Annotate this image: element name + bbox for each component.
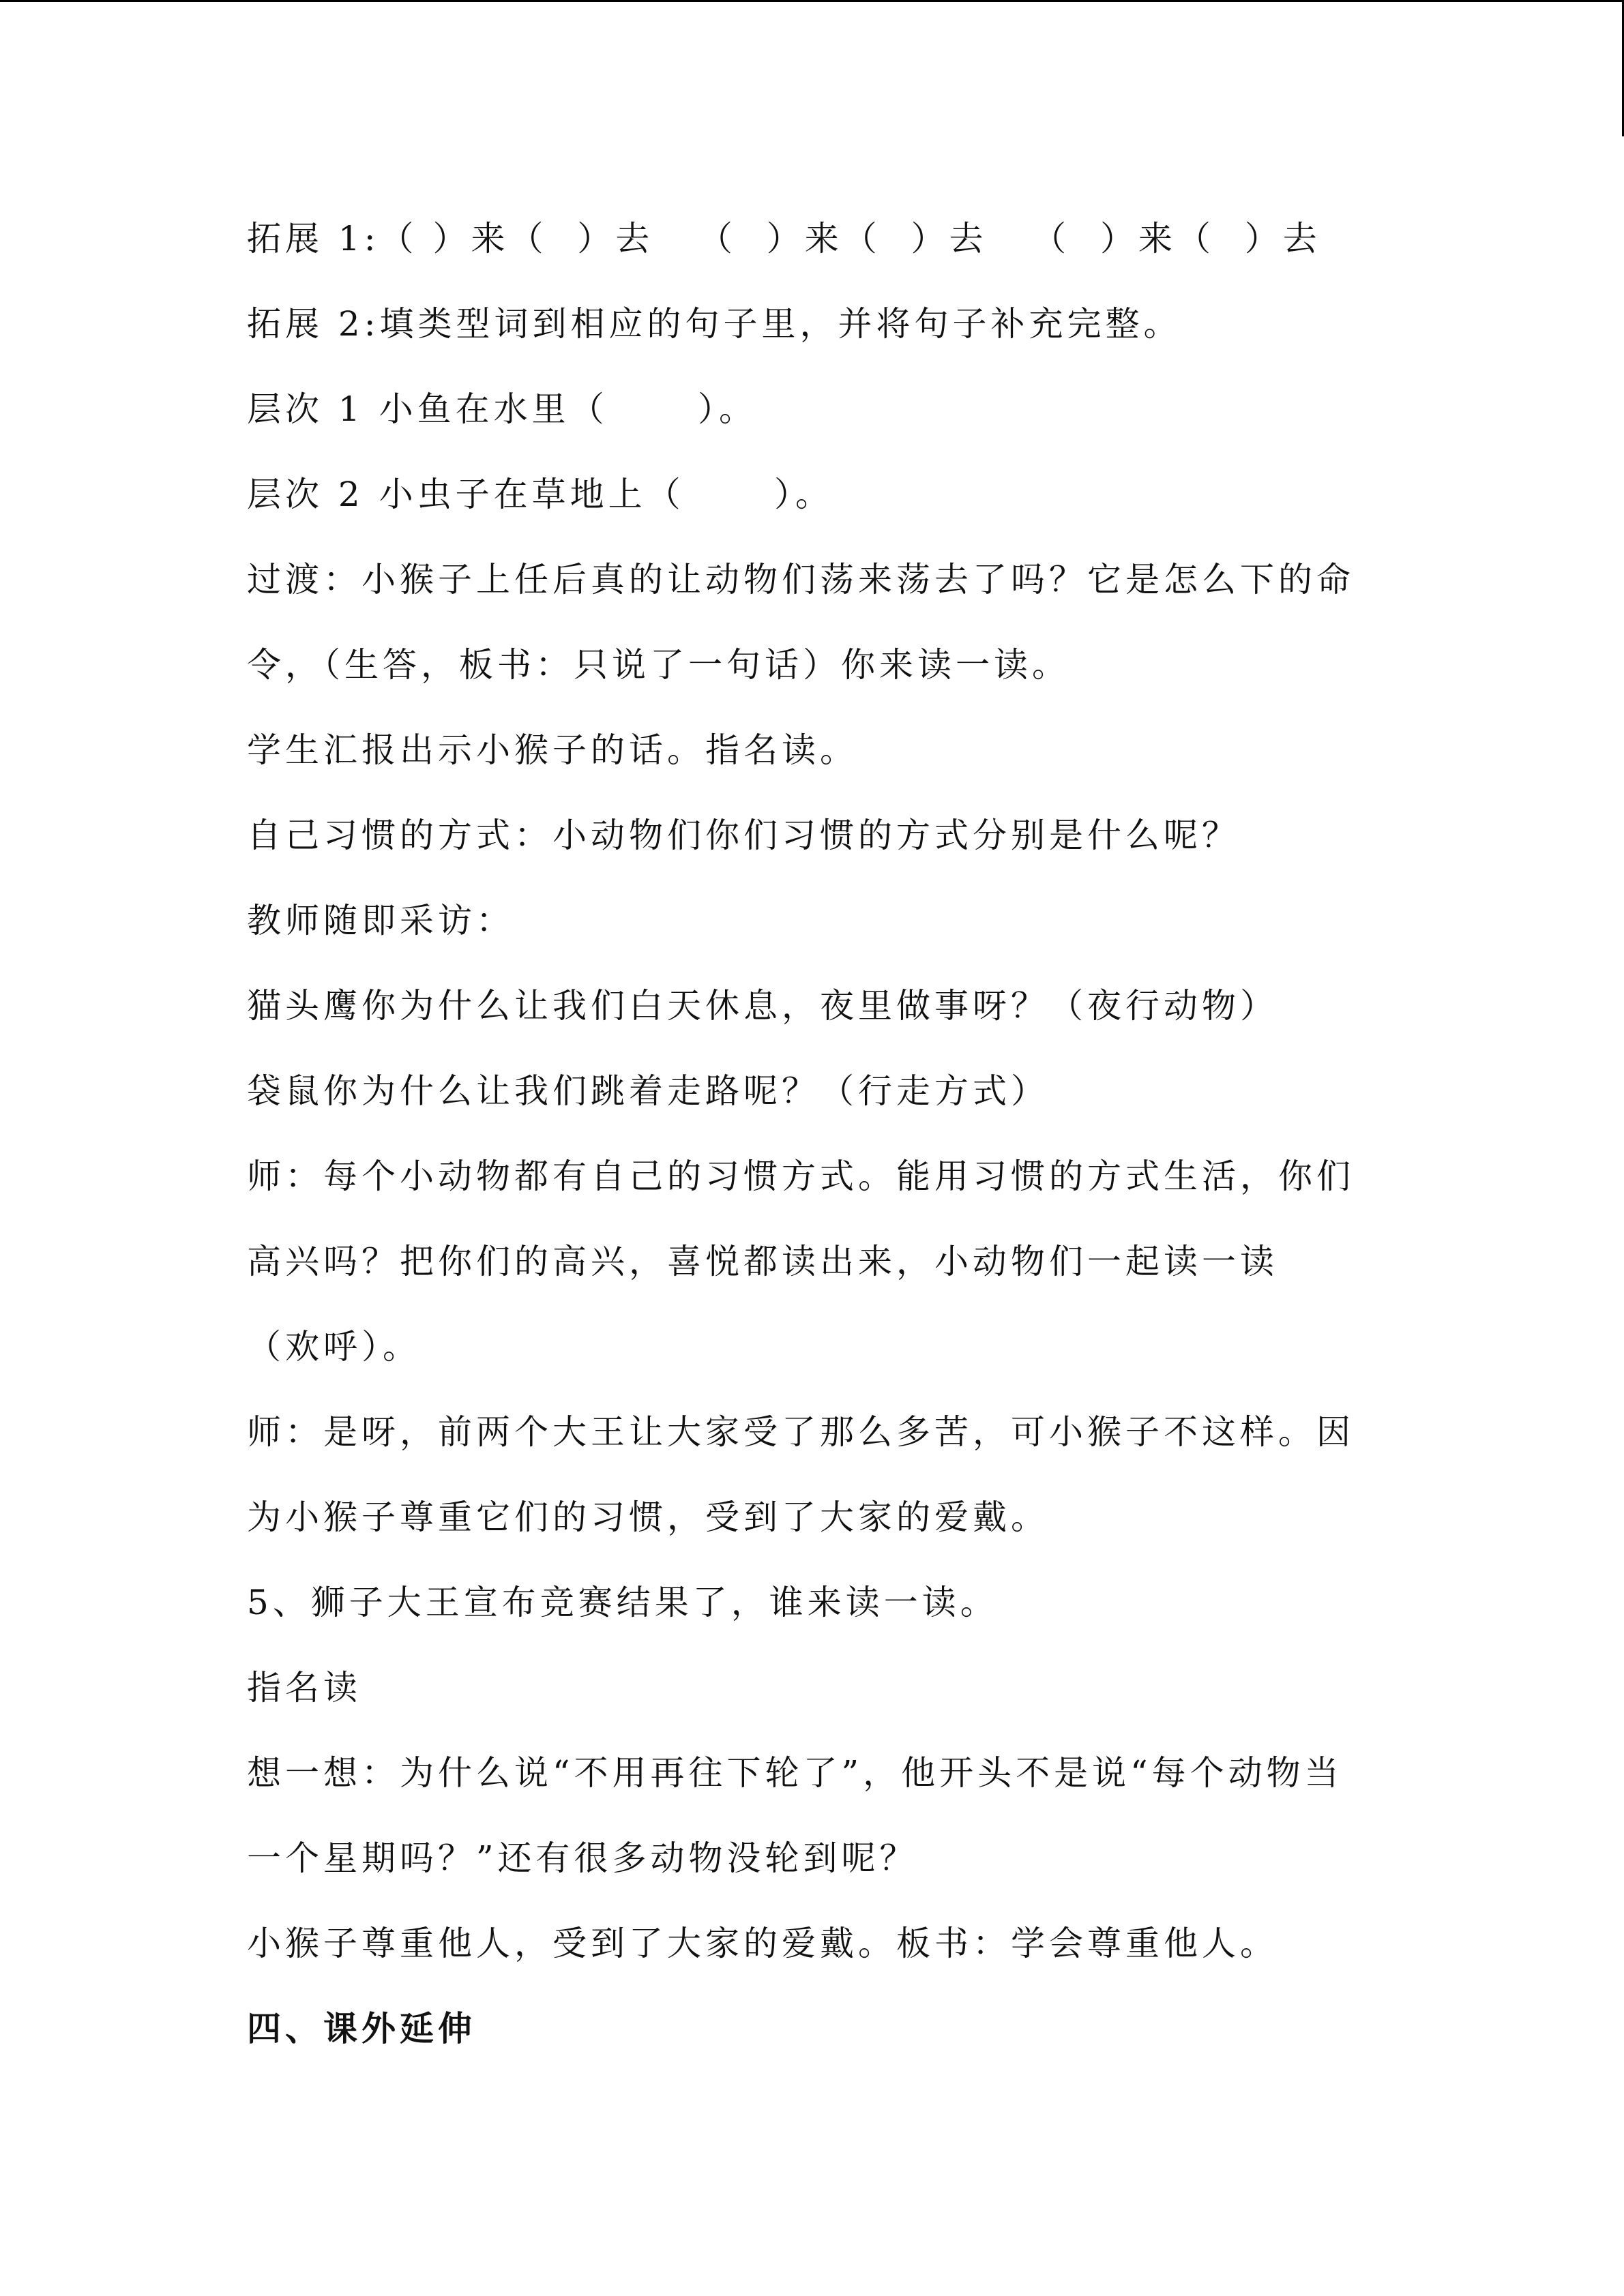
extension-2-line: 拓展 2:填类型词到相应的句子里，并将句子补充完整。 xyxy=(247,304,1182,344)
teacher-respect-line-1: 师：是呀，前两个大王让大家受了那么多苦，可小猴子不这样。因 xyxy=(247,1412,1355,1452)
named-reading-line: 指名读 xyxy=(247,1668,361,1708)
teacher-line-2: 高兴吗？把你们的高兴，喜悦都读出来，小动物们一起读一读 xyxy=(247,1242,1278,1281)
teacher-respect-line-2: 为小猴子尊重它们的习惯，受到了大家的爱戴。 xyxy=(247,1497,1049,1537)
report-line: 学生汇报出示小猴子的话。指名读。 xyxy=(247,730,858,770)
result-line: 5、狮子大王宣布竞赛结果了，谁来读一读。 xyxy=(247,1583,999,1622)
transition-line-2: 令，（生答，板书：只说了一句话）你来读一读。 xyxy=(247,645,1070,685)
page-top-border xyxy=(0,0,1624,2)
think-line-2: 一个星期吗？”还有很多动物没轮到呢？ xyxy=(247,1838,918,1878)
section-heading: 四、课外延伸 xyxy=(247,2008,476,2048)
owl-question-line: 猫头鹰你为什么让我们白天休息，夜里做事呀？（夜行动物） xyxy=(247,986,1278,1026)
transition-line-1: 过渡：小猴子上任后真的让动物们荡来荡去了吗？它是怎么下的命 xyxy=(247,560,1355,599)
level-1-line: 层次 1 小鱼在水里（ ）。 xyxy=(247,389,757,429)
think-line-1: 想一想：为什么说“不用再往下轮了”，他开头不是说“每个动物当 xyxy=(247,1753,1343,1793)
teacher-line-3: （欢呼）。 xyxy=(247,1327,421,1367)
teacher-line-1: 师：每个小动物都有自己的习惯方式。能用习惯的方式生活，你们 xyxy=(247,1157,1355,1196)
summary-line: 小猴子尊重他人，受到了大家的爱戴。板书：学会尊重他人。 xyxy=(247,1924,1278,1963)
level-2-line: 层次 2 小虫子在草地上（ ）。 xyxy=(247,475,833,514)
extension-1-line: 拓展 1:（ ）来（ ）去 （ ）来（ ）去 （ ）来（ ）去 xyxy=(247,219,1321,258)
interview-line: 教师随即采访： xyxy=(247,901,514,940)
habit-line: 自己习惯的方式：小动物们你们习惯的方式分别是什么呢？ xyxy=(247,816,1240,855)
kangaroo-question-line: 袋鼠你为什么让我们跳着走路呢？（行走方式） xyxy=(247,1071,1049,1111)
